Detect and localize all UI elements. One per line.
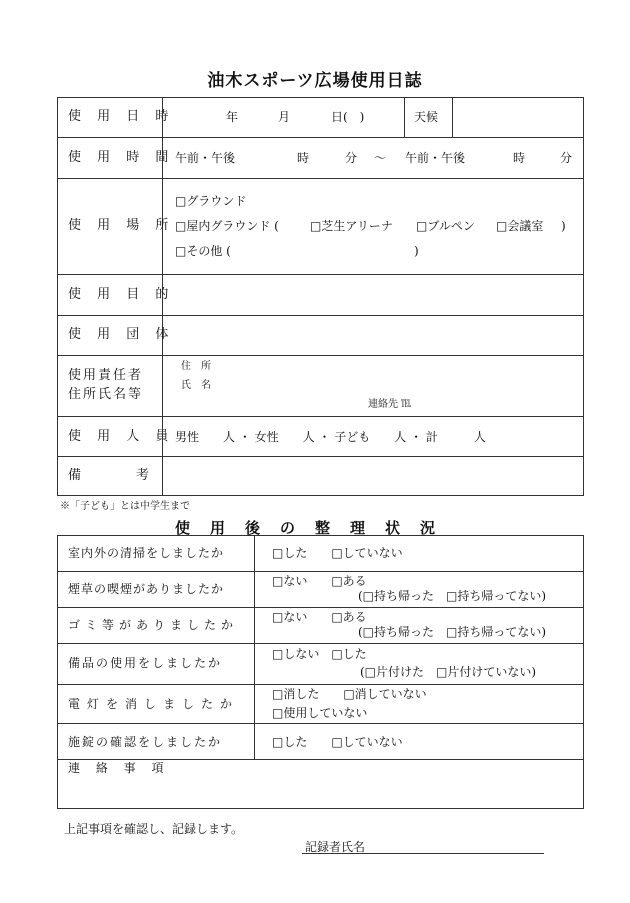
cleanup-question-lock: 施錠の確認をしましたか bbox=[68, 735, 223, 749]
time-start-minute: 分 bbox=[345, 151, 358, 165]
cleanup-answer-smoking[interactable]: □ない □ある bbox=[272, 574, 367, 588]
remarks-field[interactable] bbox=[163, 457, 583, 495]
weather-label: 天候 bbox=[414, 110, 439, 124]
confirm-text: 上記事項を確認し、記録します。 bbox=[64, 822, 244, 836]
contact-items-field[interactable] bbox=[58, 776, 583, 808]
responsible-label-2: 住所氏名等 bbox=[68, 387, 144, 402]
row-divider bbox=[57, 355, 584, 356]
time-label: 使 用 時 間 bbox=[68, 150, 175, 165]
cleanup-question-lights: 電灯を消しましたか bbox=[68, 697, 240, 711]
cleanup-answer-smoking-detail[interactable]: (□持ち帰った □持ち帰ってない) bbox=[358, 589, 547, 603]
date-day: 日( ) bbox=[331, 110, 365, 124]
remarks-label: 備 考 bbox=[68, 468, 154, 483]
group-field[interactable] bbox=[163, 316, 583, 354]
cleanup-row-divider bbox=[57, 643, 584, 644]
place-lawn-checkbox[interactable]: □芝生アリーナ bbox=[310, 219, 393, 233]
time-start-ampm: 午前・午後 bbox=[175, 151, 236, 165]
recorder-signature-line[interactable] bbox=[302, 853, 544, 854]
row-divider bbox=[57, 137, 584, 138]
cleanup-answer-garbage-detail[interactable]: (□持ち帰った □持ち帰ってない) bbox=[358, 625, 547, 639]
people-counts: 男性 人 ・ 女性 人 ・ 子ども 人 ・ 計 人 bbox=[175, 430, 486, 444]
cleanup-answer-equipment-detail[interactable]: (□片付けた □片付けていない) bbox=[360, 665, 537, 679]
cleanup-question-garbage: ゴミ等がありましたか bbox=[68, 618, 239, 632]
cleanup-answer-equipment[interactable]: □しない □した bbox=[272, 647, 367, 661]
date-year: 年 bbox=[226, 110, 239, 124]
cleanup-heading: 使用後の整理状況 bbox=[174, 519, 455, 537]
cleanup-answer-lock[interactable]: □した □していない bbox=[272, 735, 403, 749]
name-label: 氏 名 bbox=[181, 380, 211, 391]
place-ground-checkbox[interactable]: □グラウンド bbox=[175, 194, 247, 208]
address-label: 住 所 bbox=[181, 361, 211, 372]
cleanup-row-divider bbox=[57, 684, 584, 685]
cleanup-answer-cleaning[interactable]: □した □していない bbox=[272, 546, 403, 560]
place-label: 使 用 場 所 bbox=[68, 218, 175, 233]
cleanup-answer-garbage[interactable]: □ない □ある bbox=[272, 610, 367, 624]
date-label: 使 用 日 時 bbox=[68, 109, 175, 124]
place-meeting-checkbox[interactable]: □会議室 bbox=[496, 219, 544, 233]
contact-label: 連絡先 ℡ bbox=[368, 399, 412, 410]
place-close-paren: ) bbox=[561, 219, 566, 233]
row-divider bbox=[57, 416, 584, 417]
date-month: 月 bbox=[278, 110, 291, 124]
contact-items-label: 連 絡 事 項 bbox=[68, 761, 170, 775]
cleanup-column-divider bbox=[254, 535, 255, 759]
cleanup-answer-lights[interactable]: □消した □消していない bbox=[272, 687, 427, 701]
responsible-label-1: 使用責任者 bbox=[68, 368, 144, 383]
cleanup-row-divider bbox=[57, 571, 584, 572]
cleanup-question-smoking: 煙草の喫煙がありましたか bbox=[68, 582, 225, 596]
time-end-hour: 時 bbox=[513, 151, 526, 165]
cleanup-answer-lights-unused[interactable]: □使用していない bbox=[272, 706, 368, 720]
place-other-checkbox[interactable]: □その他 ( bbox=[175, 244, 231, 258]
weather-field[interactable] bbox=[453, 98, 583, 136]
time-end-ampm: 午前・午後 bbox=[405, 151, 466, 165]
place-other-close: ) bbox=[414, 244, 419, 258]
page-title: 油木スポーツ広場使用日誌 bbox=[207, 71, 423, 91]
children-note: ※「子ども」とは中学生まで bbox=[60, 501, 190, 512]
row-divider bbox=[57, 178, 584, 179]
purpose-field[interactable] bbox=[163, 275, 583, 314]
purpose-label: 使 用 目 的 bbox=[68, 287, 175, 302]
cleanup-question-cleaning: 室内外の清掃をしましたか bbox=[68, 546, 225, 560]
cleanup-row-divider bbox=[57, 759, 584, 760]
people-label: 使 用 人 員 bbox=[68, 429, 175, 444]
cleanup-question-equipment: 備品の使用をしましたか bbox=[68, 656, 223, 670]
place-indoor-checkbox[interactable]: □屋内グラウンド ( bbox=[175, 219, 279, 233]
recorder-label: 記録者氏名 bbox=[305, 840, 366, 854]
time-tilde: ～ bbox=[374, 151, 387, 165]
group-label: 使 用 団 体 bbox=[68, 327, 175, 342]
time-end-minute: 分 bbox=[560, 151, 573, 165]
time-start-hour: 時 bbox=[297, 151, 310, 165]
weather-divider-left bbox=[404, 97, 405, 137]
place-bullpen-checkbox[interactable]: □ブルペン bbox=[416, 219, 475, 233]
cleanup-row-divider bbox=[57, 607, 584, 608]
cleanup-row-divider bbox=[57, 723, 584, 724]
